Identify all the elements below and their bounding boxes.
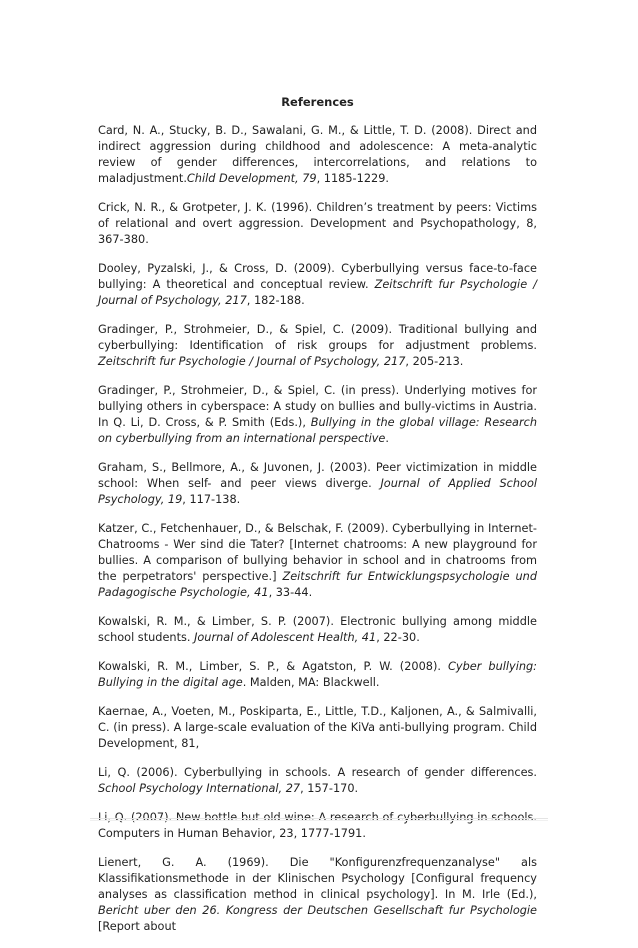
ref-source: School Psychology International, 27: [98, 782, 301, 795]
section-title: References: [281, 95, 354, 109]
ref-source: Child Development, 79: [186, 172, 317, 185]
reference-entry: [98, 521, 537, 601]
ref-text: Crick, N. R., & Grotpeter, J. K. (1996). Children’s treatment by peers: Victims of relational and overt aggression. Development and Psychopathology, 8, 367-380.: [98, 201, 537, 246]
reference-entry: [98, 855, 537, 935]
page-footer-rule-shadow: [90, 820, 548, 821]
reference-entry: [98, 460, 537, 508]
ref-source: Bericht uber den 26. Kongress der Deutschen Gesellschaft fur Psychologie: [98, 904, 537, 917]
ref-source: Zeitschrift fur Psychologie / Journal of Psychology, 217: [98, 355, 406, 368]
ref-pages: , 205-213.: [405, 355, 464, 368]
ref-source: Zeitschrift fur Psychologie / Journal of Psychology, 217: [98, 278, 537, 307]
reference-entry: [98, 704, 537, 752]
ref-text: Card, N. A., Stucky, B. D., Sawalani, G. M., & Little, T. D. (2008). Direct and indirect aggression during childhood and adolescence: A meta-analytic review of gender differences, intercorrelations, and relations to maladjustment.: [98, 124, 537, 185]
ref-pages: , 22-30.: [376, 631, 420, 644]
ref-pages: , 117-138.: [182, 493, 241, 506]
ref-pages: , 1185-1229.: [316, 172, 389, 185]
ref-text: Kaernae, A., Voeten, M., Poskiparta, E., Little, T.D., Kaljonen, A., & Salmivalli, C. (in press). A large-scale evaluation of the KiVa anti-bullying program. Child Development, 81,: [98, 705, 537, 750]
ref-pages: , 182-188.: [246, 294, 305, 307]
ref-source: Bullying in the global village: Research on cyberbullying from an international perspective: [98, 416, 537, 445]
ref-pages: [Report about: [98, 920, 177, 933]
ref-pages: . Malden, MA: Blackwell.: [242, 676, 380, 689]
ref-pages: , 33-44.: [268, 586, 313, 599]
ref-pages: .: [385, 432, 389, 445]
reference-entry: [98, 659, 537, 691]
ref-pages: , 157-170.: [300, 782, 359, 795]
ref-text: Dooley, Pyzalski, J., & Cross, D. (2009). Cyberbullying versus face-to-face bullying: A theoretical and conceptual review.: [98, 262, 537, 291]
ref-text: Gradinger, P., Strohmeier, D., & Spiel, C. (2009). Traditional bullying and cyberbullying: Identification of risk groups for adjustment problems.: [98, 323, 537, 352]
reference-entry: [98, 123, 537, 187]
reference-entry: [98, 200, 537, 248]
ref-text: Computers in Human Behavior, 23, 1777-1791.: [98, 827, 366, 840]
ref-source: Cyber bullying: Bullying in the digital age: [98, 660, 537, 689]
ref-text: Gradinger, P., Strohmeier, D., & Spiel, C. (in press). Underlying motives for bullying others in cyberspace: A study on bullies and bully-victims in Austria. In Q. Li, D. Cross, & P. Smith (Eds.),: [98, 384, 537, 429]
reference-entry: [98, 261, 537, 309]
reference-entry: [98, 383, 537, 447]
ref-source: Journal of Adolescent Health, 41: [194, 631, 377, 644]
ref-source: Journal of Applied School Psychology, 19: [98, 477, 538, 506]
ref-text: Graham, S., Bellmore, A., & Juvonen, J. (2003). Peer victimization in middle school: When self- and peer views diverge.: [98, 461, 537, 490]
ref-text: Kowalski, R. M., Limber, S. P., & Agatston, P. W. (2008).: [98, 660, 449, 673]
reference-entry: [98, 765, 537, 797]
ref-text: Li, Q. (2006). Cyberbullying in schools. A research of gender differences.: [98, 766, 537, 779]
ref-text: Kowalski, R. M., & Limber, S. P. (2007). Electronic bullying among middle school students.: [98, 615, 537, 644]
ref-text: Katzer, C., Fetchenhauer, D., & Belschak, F. (2009). Cyberbullying in Internet-Chatrooms - Wer sind die Tater? [Internet chatrooms: A new playground for bullies. A comparison of bullying behavior in school and in chatrooms from the perpetrators' perspective.]: [98, 522, 537, 583]
reference-entry: [98, 614, 537, 646]
page-footer-rule: [90, 818, 548, 819]
ref-text: Lienert, G. A. (1969). Die "Konfigurenzfrequenzanalyse" als Klassifikationsmethode in der Klinischen Psychology [Configural frequency analyses as classification method in clinical psychology]. In M. Irle (Ed.),: [98, 856, 537, 901]
reference-entry: [98, 322, 537, 370]
ref-source: Zeitschrift fur Entwicklungspsychologie und Padagogische Psychologie, 41: [98, 570, 537, 599]
reference-entry: [98, 810, 537, 842]
